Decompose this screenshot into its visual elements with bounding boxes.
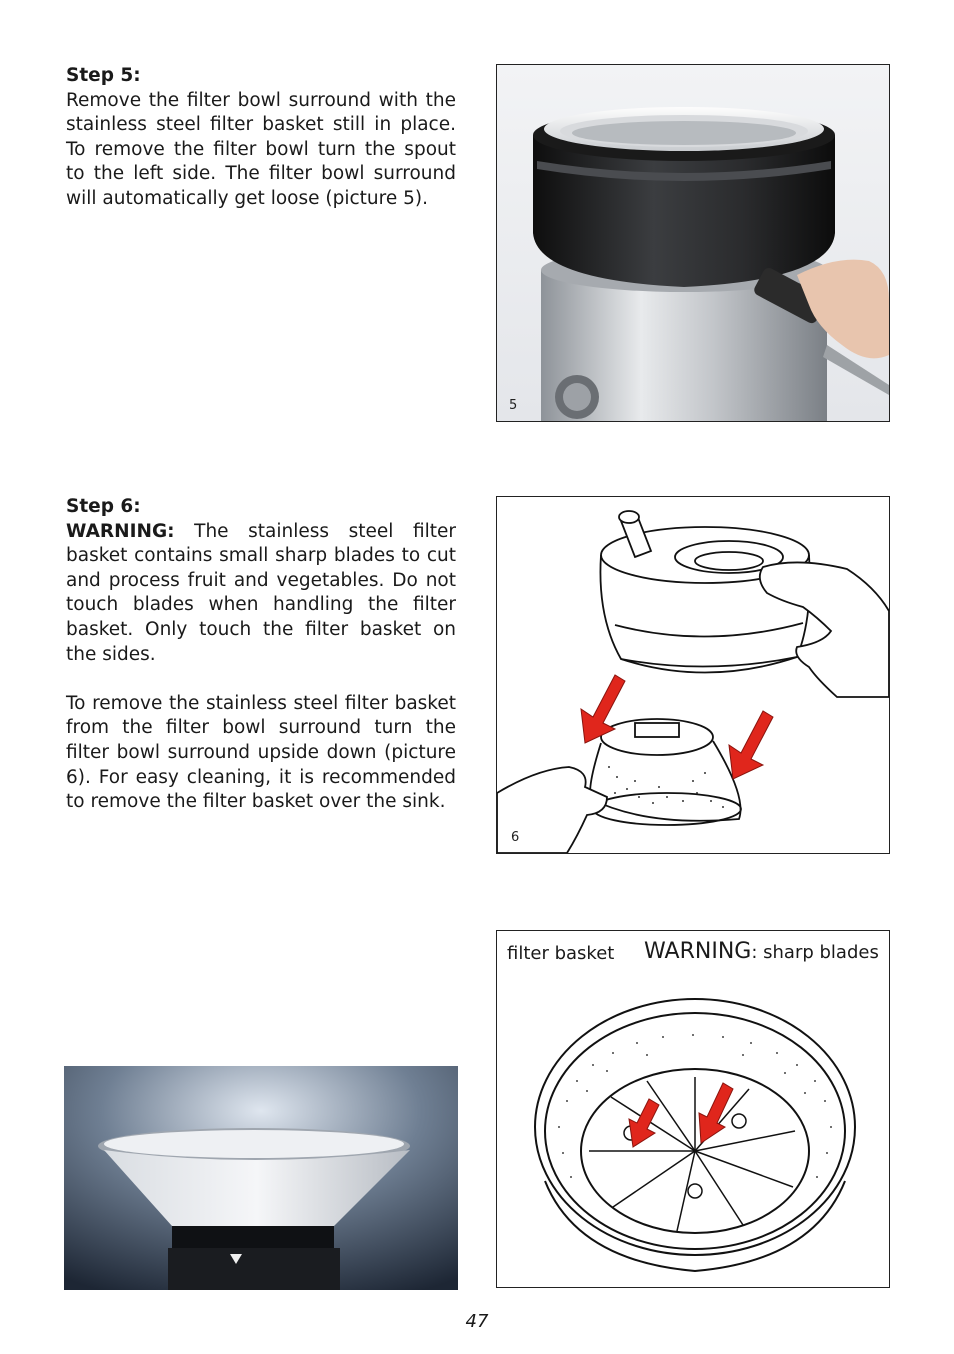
sharp-blades-warning-label: WARNING (644, 939, 752, 964)
sharp-blades-warning (644, 939, 879, 964)
page-number: 47 (465, 1311, 489, 1332)
figure-6-number: 6 (511, 830, 520, 845)
figure-filter-basket (496, 930, 890, 1288)
step6-warning (66, 520, 456, 668)
figure-6 (496, 496, 890, 854)
step5-body: Remove the filter bowl surround with the stainless steel filter basket still in place. To remove the filter bowl turn the spout to the left side. The filter bowl surround will automatically get loose (picture 5). (66, 89, 456, 209)
figure-5 (496, 64, 890, 422)
step6-section (66, 495, 456, 815)
step5-heading: Step 5: (66, 65, 141, 86)
filter-basket-illustration (497, 981, 889, 1287)
step6-warning-label: WARNING: (66, 520, 175, 542)
step5-section (66, 64, 456, 212)
upside-down-bowl-illustration (497, 497, 889, 853)
step6-body: To remove the stainless steel filter basket from the filter bowl surround turn the filter bowl surround upside down (picture 6). For easy cleaning, it is recommended to remove the filter basket over the sink. (66, 692, 456, 813)
step6-heading: Step 6: (66, 496, 141, 517)
filter-basket-label: filter basket (507, 943, 615, 964)
figure-5-number: 5 (509, 398, 518, 413)
step6-warning-text: The stainless steel filter basket contains small sharp blades to cut and process fruit and vegetables. Do not touch blades when handling the filter basket. Only touch the filter basket on the sides. (66, 520, 456, 665)
juicer-photo (497, 65, 889, 421)
sharp-blades-warning-text: : sharp blades (751, 942, 879, 963)
filter-basket-photo (64, 1066, 458, 1290)
